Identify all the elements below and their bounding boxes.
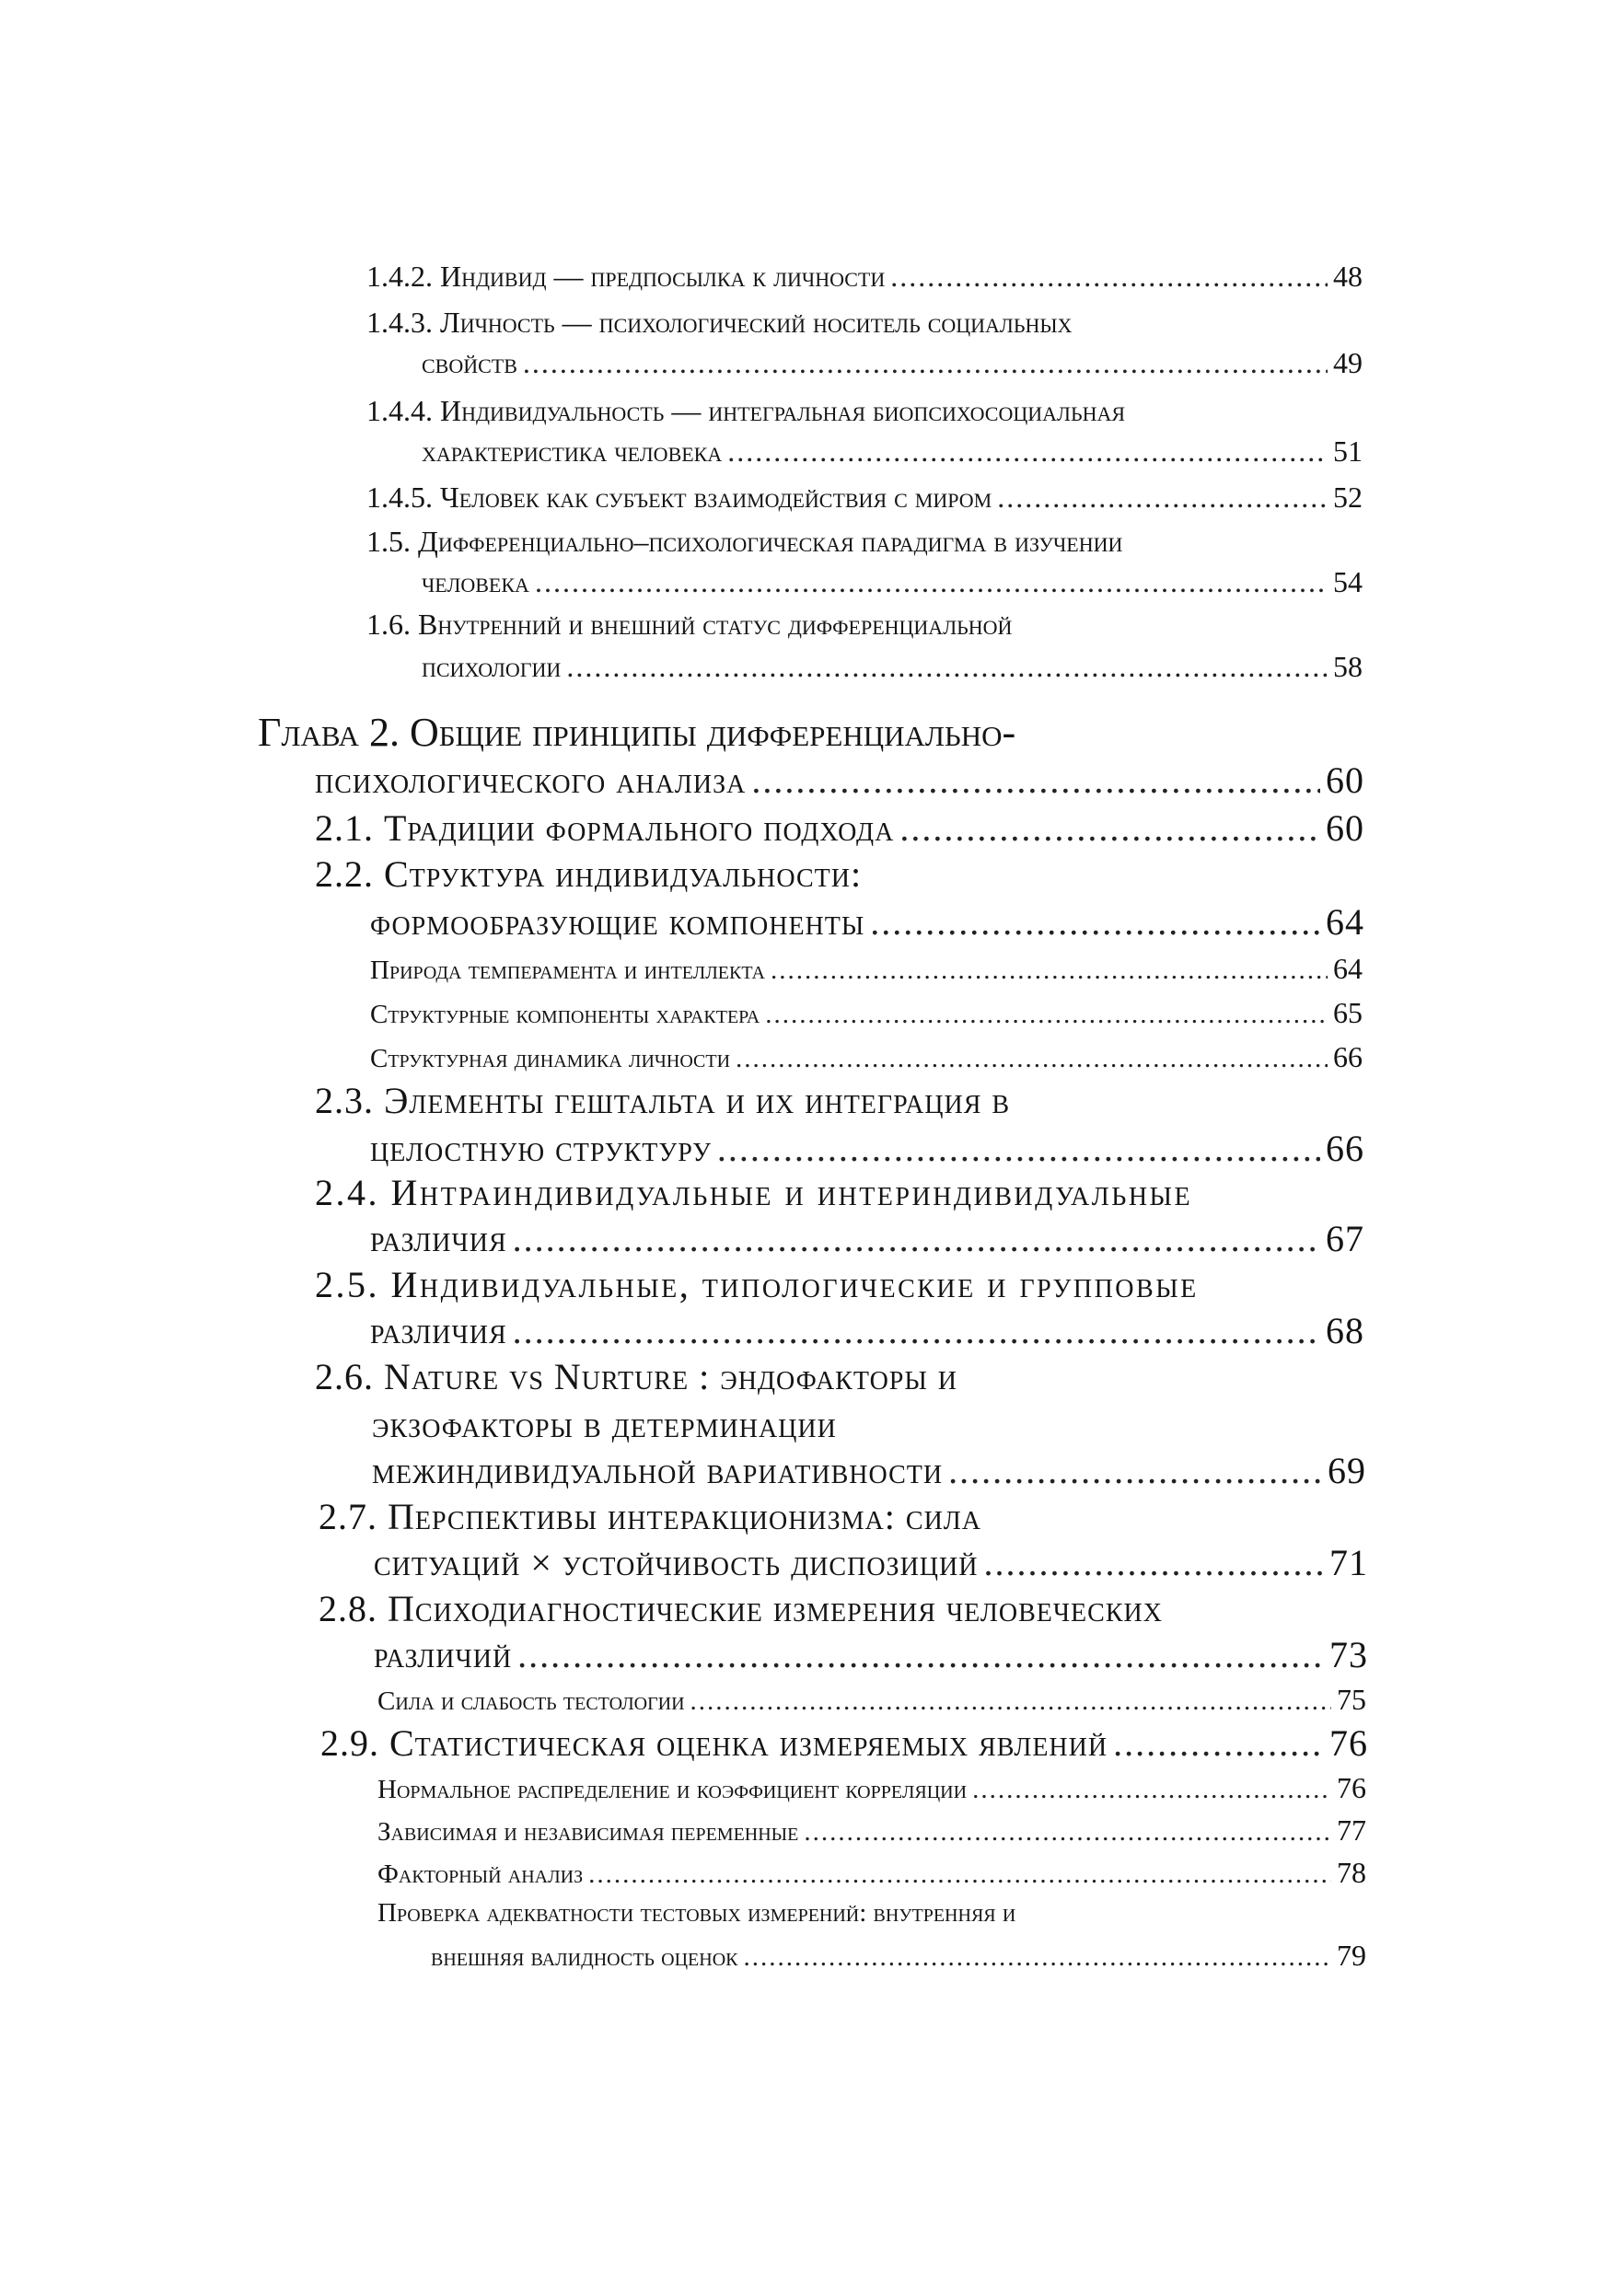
toc-page-number: 66	[1333, 1040, 1363, 1073]
toc-entry	[370, 1127, 1364, 1170]
toc-entry-title: 1.5. Дифференциально–психологическая парадигма в изучении	[366, 525, 1123, 558]
toc-entry-title: 1.6. Внутренний и внешний статус дифференциальной	[366, 608, 1013, 641]
leader-dots	[517, 1633, 1324, 1676]
toc-page-number: 69	[1328, 1450, 1366, 1491]
toc-entry-title: 2.9. Статистическая оценка измеряемых явлений	[320, 1722, 1108, 1764]
toc-entry-title: 1.4.2. Индивид — предпосылка к личности	[366, 260, 886, 293]
toc-entry	[366, 481, 1363, 515]
leader-dots	[736, 1044, 1328, 1074]
toc-page-number: 58	[1333, 650, 1363, 683]
toc-entry-title: 2.1. Традиции формального подхода	[315, 807, 895, 849]
toc-page-number: 51	[1333, 434, 1363, 468]
toc-entry-title: 1.4.4. Индивидуальность — интегральная биопсихосоциальная	[366, 394, 1126, 427]
toc-entry	[377, 1683, 1366, 1717]
toc-entry-title: Нормальное распределение и коэффициент корреляции	[377, 1775, 968, 1804]
toc-page-number: 76	[1329, 1722, 1368, 1764]
leader-dots	[535, 565, 1328, 599]
toc-page-number: 48	[1333, 260, 1363, 293]
toc-entry-title: 2.4. Интраиндивидуальные и интериндивидуальные	[315, 1172, 1193, 1213]
toc-page-number: 71	[1329, 1542, 1368, 1583]
toc-entry	[377, 1813, 1366, 1848]
toc-page-number: 78	[1337, 1856, 1366, 1889]
toc-entry	[431, 1939, 1366, 1973]
toc-entry-continuation: психологического анализа	[315, 759, 747, 801]
leader-dots	[771, 956, 1328, 986]
toc-entry-continuation: формообразующие компоненты	[370, 901, 865, 943]
toc-page-number: 75	[1337, 1683, 1366, 1716]
toc-entry-continuation: ситуаций × устойчивость диспозиций	[374, 1542, 979, 1583]
toc-page-number: 60	[1326, 807, 1364, 849]
toc-entry-continuation: свойств	[422, 346, 517, 379]
toc-entry-continuation: внешняя валидность оценок	[431, 1942, 738, 1972]
toc-entry-title: 2.6. Nature vs Nurture : эндофакторы и	[315, 1356, 958, 1397]
chapter-title: Глава 2. Общие принципы дифференциально-	[258, 710, 1016, 755]
leader-dots	[899, 806, 1320, 850]
leader-dots	[743, 1942, 1331, 1973]
toc-page-number: 67	[1326, 1218, 1364, 1259]
toc-entry	[370, 996, 1363, 1030]
toc-entry-title: Природа темперамента и интеллекта	[370, 956, 766, 985]
leader-dots	[513, 1217, 1320, 1260]
toc-entry-title: Структурные компоненты характера	[370, 1000, 760, 1029]
toc-entry-title: 1.4.5. Человек как субъект взаимодействия с миром	[366, 481, 992, 514]
toc-entry	[370, 1309, 1364, 1352]
toc-entry	[422, 565, 1363, 599]
toc-entry	[372, 1449, 1366, 1492]
leader-dots	[870, 900, 1320, 944]
toc-entry-title: 2.3. Элементы гештальта и их интеграция в	[315, 1080, 1011, 1121]
leader-dots	[997, 481, 1328, 515]
toc-entry	[370, 952, 1363, 986]
toc-page-number: 52	[1333, 481, 1363, 514]
toc-entry	[377, 1856, 1366, 1890]
toc-entry	[370, 1040, 1363, 1074]
toc-entry	[422, 650, 1363, 684]
toc-entry	[370, 900, 1364, 944]
leader-dots	[1113, 1721, 1324, 1765]
toc-page-number: 73	[1329, 1634, 1368, 1675]
toc-entry	[320, 1721, 1368, 1765]
toc-entry-title: 1.4.3. Личность — психологический носитель социальных	[366, 306, 1073, 339]
leader-dots	[890, 260, 1328, 294]
toc-entry-title: 2.5. Индивидуальные, типологические и групповые	[315, 1264, 1199, 1305]
toc-entry	[370, 1217, 1364, 1260]
leader-dots	[804, 1817, 1331, 1848]
toc-entry-continuation: различия	[370, 1218, 507, 1259]
toc-entry-continuation: характеристика человека	[422, 434, 723, 468]
leader-dots	[972, 1775, 1331, 1805]
toc-page-number: 79	[1337, 1939, 1366, 1972]
toc-entry	[377, 1771, 1366, 1805]
toc-entry-continuation: межиндивидуальной вариативности	[372, 1450, 944, 1491]
toc-entry-continuation: различий	[374, 1634, 513, 1675]
toc-entry-continuation: психологии	[422, 650, 562, 683]
toc-entry-title: 2.8. Психодиагностические измерения человеческих	[319, 1588, 1163, 1629]
toc-entry-title: Сила и слабость тестологии	[377, 1686, 685, 1716]
leader-dots	[983, 1541, 1324, 1584]
leader-dots	[566, 650, 1328, 684]
toc-page-number: 68	[1326, 1310, 1364, 1351]
toc-entry	[422, 434, 1363, 469]
toc-page-number: 64	[1326, 901, 1364, 943]
toc-page-number: 66	[1326, 1128, 1364, 1169]
toc-page-number: 60	[1326, 759, 1364, 801]
toc-entry	[374, 1541, 1368, 1584]
leader-dots	[588, 1860, 1331, 1890]
toc-entry	[422, 346, 1363, 380]
toc-page-number: 64	[1333, 952, 1363, 985]
toc-page-number: 76	[1337, 1771, 1366, 1804]
toc-entry-title: Структурная динамика личности	[370, 1044, 731, 1073]
toc-entry-continuation: различия	[370, 1310, 507, 1351]
toc-page-number: 65	[1333, 996, 1363, 1029]
leader-dots	[751, 759, 1320, 802]
toc-entry-continuation: экзофакторы в детерминации	[372, 1404, 837, 1445]
leader-dots	[948, 1449, 1322, 1492]
toc-page-number: 54	[1333, 565, 1363, 598]
toc-entry-continuation: человека	[422, 565, 529, 598]
toc-entry	[315, 806, 1364, 850]
leader-dots	[513, 1309, 1320, 1352]
toc-entry-title: Проверка адекватности тестовых измерений: внутренняя и	[377, 1898, 1016, 1928]
toc-entry-title: 2.2. Структура индивидуальности:	[315, 853, 863, 895]
leader-dots	[717, 1127, 1320, 1170]
toc-entry-continuation: целостную структуру	[370, 1128, 712, 1169]
toc-entry-title: 2.7. Перспективы интеракционизма: сила	[319, 1496, 982, 1537]
toc-entry-title: Зависимая и независимая переменные	[377, 1817, 799, 1847]
toc-entry	[374, 1633, 1368, 1676]
toc-page-number: 77	[1337, 1813, 1366, 1847]
toc-entry	[366, 260, 1363, 294]
toc-page-number: 49	[1333, 346, 1363, 379]
leader-dots	[727, 434, 1328, 469]
toc-entry-title: Факторный анализ	[377, 1860, 584, 1889]
toc-entry	[315, 759, 1364, 802]
leader-dots	[523, 346, 1328, 380]
leader-dots	[765, 1000, 1328, 1030]
leader-dots	[690, 1686, 1331, 1717]
